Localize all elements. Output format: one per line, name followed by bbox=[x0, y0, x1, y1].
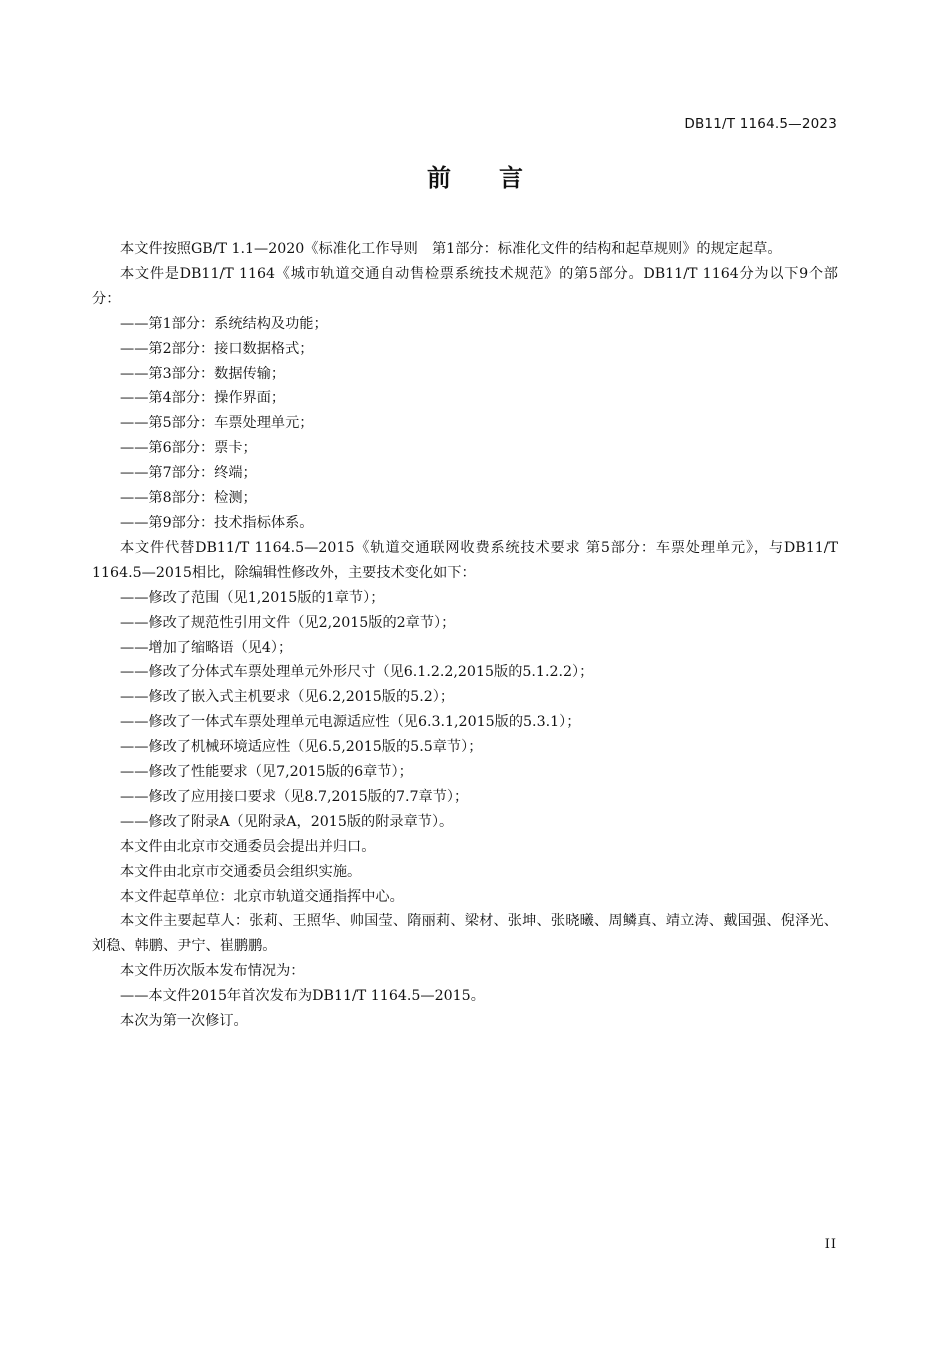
title-char-1: 前 bbox=[427, 164, 451, 192]
page-number: II bbox=[824, 1237, 837, 1252]
list-item-part: ——第5部分：车票处理单元； bbox=[120, 415, 314, 432]
paragraph-replacement: 本文件代替DB11/T 1164.5—2015《轨道交通联网收费系统技术要求 第5部分：车票处理单元》，与DB11/T 1164.5—2015相比，除编辑性修改外，主要技术变化如下： bbox=[92, 539, 838, 581]
list-item-change: ——修改了性能要求（见7,2015版的6章节）； bbox=[120, 764, 413, 781]
title-char-2: 言 bbox=[499, 164, 523, 192]
document-number: DB11/T 1164.5—2023 bbox=[684, 116, 837, 132]
list-item-change: ——修改了规范性引用文件（见2,2015版的2章节）； bbox=[120, 614, 456, 631]
list-item-part: ——第1部分：系统结构及功能； bbox=[120, 315, 328, 332]
list-item-part: ——第4部分：操作界面； bbox=[120, 390, 286, 407]
list-item-change: ——修改了分体式车票处理单元外形尺寸（见6.1.2.2,2015版的5.1.2.2）； bbox=[120, 664, 594, 681]
list-item-change: ——修改了机械环境适应性（见6.5,2015版的5.5章节）； bbox=[120, 739, 483, 756]
page-title bbox=[0, 158, 950, 193]
list-item-part: ——第3部分：数据传输； bbox=[120, 365, 286, 382]
list-item-change: ——增加了缩略语（见4）； bbox=[120, 639, 293, 656]
list-item-part: ——第9部分：技术指标体系。 bbox=[120, 514, 314, 531]
list-item-change: ——修改了一体式车票处理单元电源适应性（见6.3.1,2015版的5.3.1）； bbox=[120, 714, 581, 731]
paragraph-drafting-unit: 本文件起草单位：北京市轨道交通指挥中心。 bbox=[120, 888, 404, 905]
paragraph-proposer: 本文件由北京市交通委员会提出并归口。 bbox=[120, 838, 376, 855]
list-item-change: ——修改了应用接口要求（见8.7,2015版的7.7章节）； bbox=[120, 788, 469, 805]
list-item-part: ——第6部分：票卡； bbox=[120, 440, 257, 457]
list-item-part: ——第2部分：接口数据格式； bbox=[120, 340, 314, 357]
paragraph-history-intro: 本文件历次版本发布情况为： bbox=[120, 963, 305, 980]
paragraph-implementer: 本文件由北京市交通委员会组织实施。 bbox=[120, 863, 362, 880]
paragraph-revision: 本次为第一次修订。 bbox=[120, 1013, 248, 1030]
list-item-history: ——本文件2015年首次发布为DB11/T 1164.5—2015。 bbox=[120, 988, 485, 1005]
list-item-change: ——修改了附录A（见附录A，2015版的附录章节）。 bbox=[120, 813, 454, 830]
list-item-change: ——修改了范围（见1,2015版的1章节）； bbox=[120, 589, 385, 606]
list-item-part: ——第7部分：终端； bbox=[120, 465, 257, 482]
foreword-body bbox=[92, 237, 838, 1034]
list-item-part: ——第8部分：检测； bbox=[120, 490, 257, 507]
paragraph-drafting-basis: 本文件按照GB/T 1.1—2020《标准化工作导则 第1部分：标准化文件的结构和起草规则》的规定起草。 bbox=[120, 241, 782, 257]
list-item-change: ——修改了嵌入式主机要求（见6.2,2015版的5.2）； bbox=[120, 689, 455, 706]
paragraph-parts-intro: 本文件是DB11/T 1164《城市轨道交通自动售检票系统技术规范》的第5部分。DB11/T 1164分为以下9个部分： bbox=[92, 265, 838, 307]
paragraph-drafters: 本文件主要起草人：张莉、王照华、帅国莹、隋丽莉、梁材、张坤、张晓曦、周鳞真、靖立涛、戴国强、倪泽光、刘稳、韩鹏、尹宁、崔鹏鹏。 bbox=[92, 913, 838, 955]
